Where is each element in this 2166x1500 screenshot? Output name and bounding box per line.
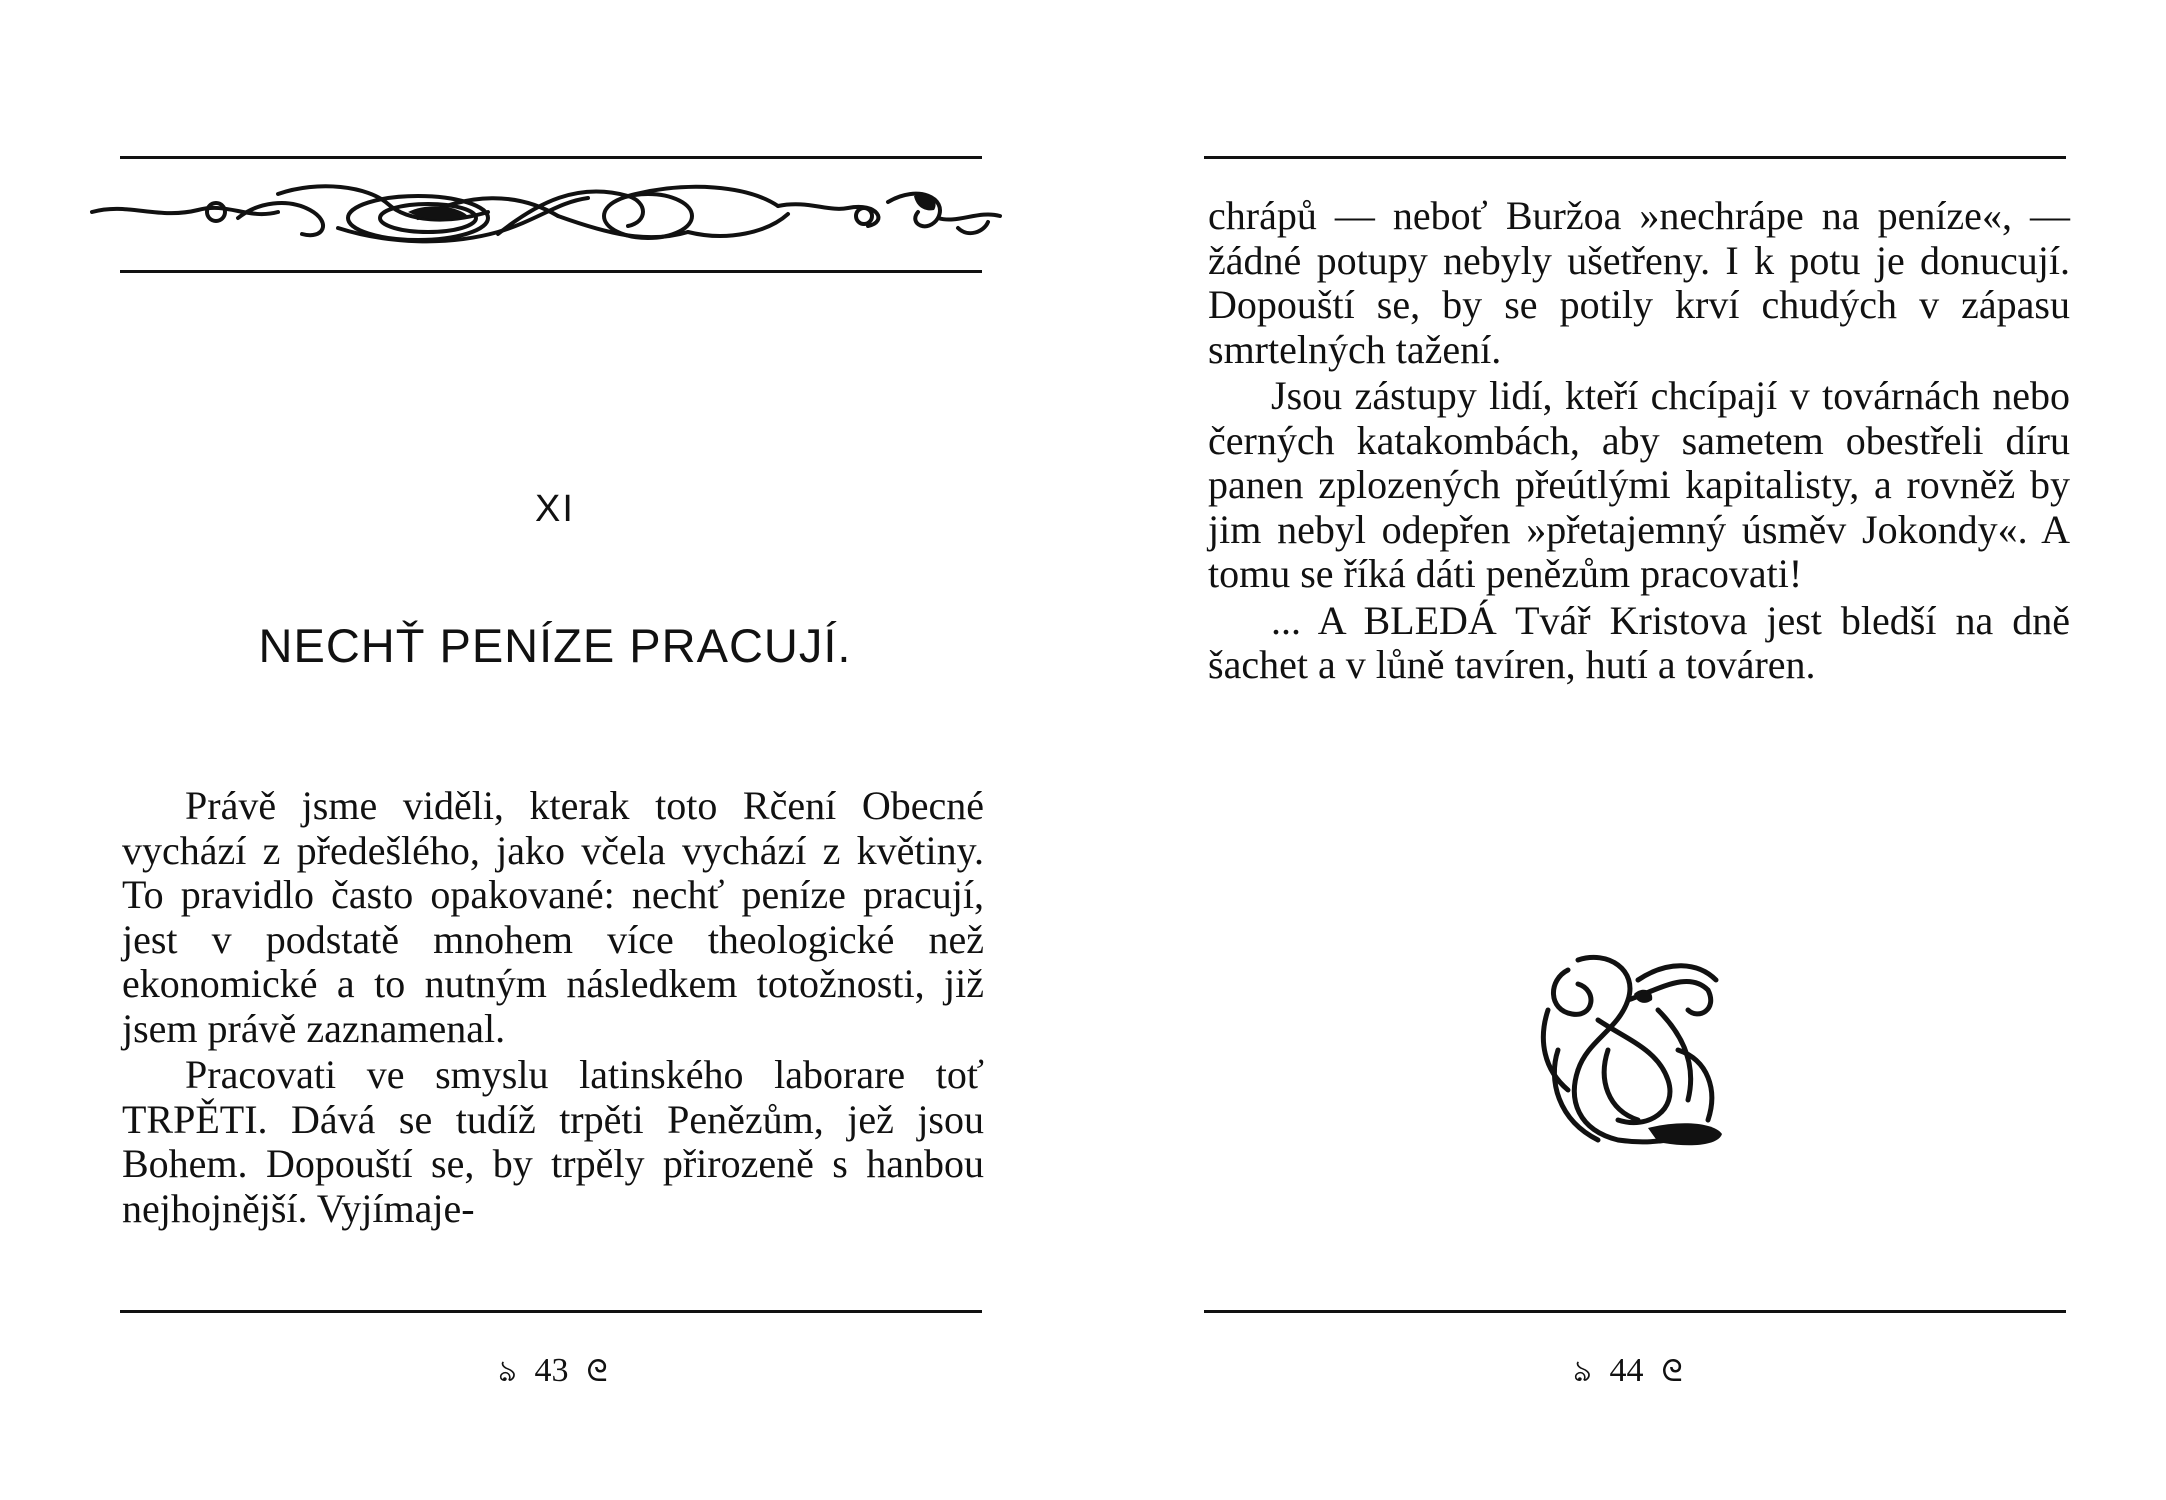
paragraph: chrápů — neboť Buržoa »nechrápe na peníze«, — žádné potupy nebyly ušetřeny. I k potu je donucují. Dopouští se, by se potily krví chudých v zápasu smrtelných tažení. [1208, 193, 2070, 372]
paragraph: Právě jsme viděli, kterak toto Rčení Obecné vychází z předešlého, jako včela vychází z květiny. To pravidlo často opakované: nechť peníze pracují, jest v podstatě mnohem více theologické než ekonomické a to nutným následkem totožnosti, již jsem právě zaznamenal. [122, 783, 984, 1051]
paragraph: Jsou zástupy lidí, kteří chcípají v továrnách nebo černých katakombách, aby sametem obestřeli díru panen zplozených přeútlými kapitalisty, a rovněž by jim nebyl odepřen »přetajemný úsměv Jokondy«. A tomu se říká dáti penězům pracovati! [1208, 373, 2070, 596]
floral-tailpiece-icon [1538, 950, 1728, 1160]
chapter-title: NECHŤ PENÍZE PRACUJÍ. [258, 619, 852, 672]
headpiece-ornament [88, 172, 1008, 264]
paragraph: Pracovati ve smyslu latinského laborare toť TRPĚTI. Dává se tudíž trpěti Penězům, jež jsou Bohem. Dopouští se, by trpěly přirozeně s hanbou nejhojnější. Vyjímaje- [122, 1052, 984, 1231]
page-number: 44 [1609, 1352, 1644, 1389]
ornament-bottom-rule [120, 270, 982, 273]
left-body-text [122, 784, 984, 1233]
bottom-rule [120, 1310, 982, 1313]
bottom-rule [1204, 1310, 2066, 1313]
footer-ornament-left-icon: ঌ [1573, 1355, 1592, 1388]
footer-ornament-right-icon: ᘓ [1661, 1355, 1683, 1388]
top-rule [1204, 156, 2066, 159]
paragraph: ... A BLEDÁ Tvář Kristova jest bledší na dně šachet a v lůně tavíren, hutí a továren. [1208, 597, 2070, 687]
page-number-footer [1478, 1347, 1778, 1398]
right-body-text [1208, 194, 2070, 690]
chapter-number: XI [535, 488, 575, 530]
right-page [1083, 0, 2166, 1500]
footer-ornament-left-icon: ঌ [498, 1355, 517, 1388]
top-rule [120, 156, 982, 159]
footer-ornament-right-icon: ᘓ [586, 1355, 608, 1388]
page-number: 43 [534, 1352, 569, 1389]
page-number-footer [403, 1347, 703, 1398]
